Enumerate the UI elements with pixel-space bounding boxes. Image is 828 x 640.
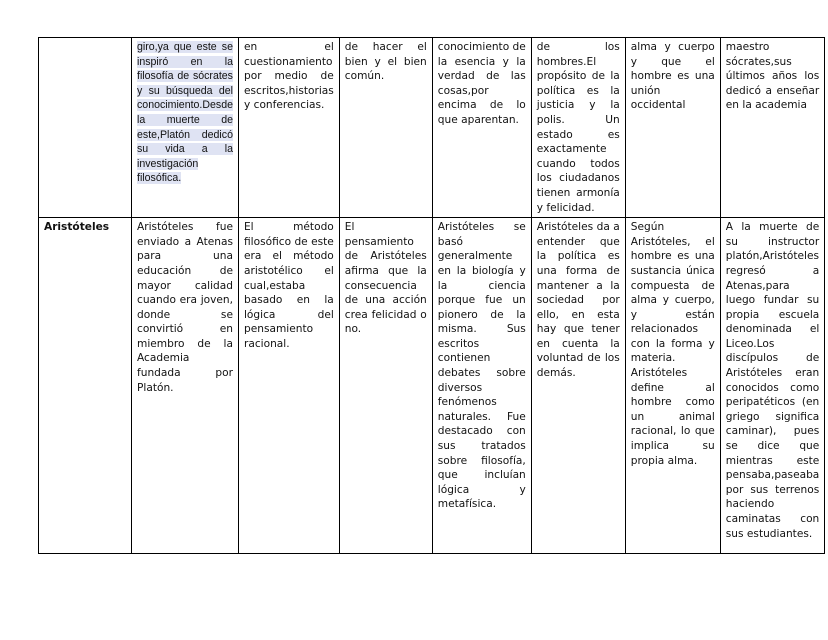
table-cell-man: alma y cuerpo y que el hombre es una unión occidental — [625, 38, 720, 218]
table-cell-knowledge: conocimiento de la esencia y la verdad de las cosas,por encima de lo que aparentan. — [432, 38, 531, 218]
philosopher-name-cell — [39, 38, 132, 218]
highlighted-text: giro,ya que este se inspiró en la filosofía de sócrates y su búsqueda del conocimiento.Desde la muerte de este,Platón dedicó su vida a la investigación filosófica. — [137, 41, 233, 185]
philosopher-name-cell: Aristóteles — [39, 218, 132, 554]
table-cell-history: Aristóteles fue enviado a Atenas para una educación de mayor calidad cuando era joven, donde se convirtió en miembro de la Academia fundada por Platón. — [132, 218, 239, 554]
table-row — [39, 38, 825, 218]
table-cell-method: El método filosófico de este era el método aristotélico el cual,estaba basado en la lógica del pensamiento racional. — [238, 218, 339, 554]
table-cell-politics: Aristóteles da a entender que la política es una forma de mantener a la sociedad por ello, en esta hay que tener en cuenta la voluntad de los demás. — [531, 218, 625, 554]
table-cell-legacy: A la muerte de su instructor platón,Aristóteles regresó a Atenas,para luego fundar su propia escuela denominada el Liceo.Los discípulos de Aristóteles eran conocidos como peripatéticos (en griego significa caminar), pues se dice que mientras este pensaba,paseaba por sus terrenos haciendo caminatas con sus estudiantes. — [720, 218, 825, 554]
table-cell-man: Según Aristóteles, el hombre es una sustancia única compuesta de alma y cuerpo, y están relacionados con la forma y materia. Aristóteles define al hombre como un animal racional, lo que implica su propia alma. — [625, 218, 720, 554]
table-cell-politics: de los hombres.El propósito de la política es la justicia y la polis. Un estado es exactamente cuando todos los ciudadanos tienen armonía y felicidad. — [531, 38, 625, 218]
table-cell-ethics: de hacer el bien y el bien común. — [339, 38, 432, 218]
table-cell-method: en el cuestionamiento por medio de escritos,historias y conferencias. — [238, 38, 339, 218]
table-cell-knowledge: Aristóteles se basó generalmente en la biología y la ciencia porque fue un pionero de la misma. Sus escritos contienen debates sobre diversos fenómenos naturales. Fue destacado con sus tratados sobre filosofía, que incluían lógica y metafísica. — [432, 218, 531, 554]
table-cell-legacy: maestro sócrates,sus últimos años los dedicó a enseñar en la academia — [720, 38, 825, 218]
philosophers-table — [38, 37, 825, 554]
table-cell-history — [132, 38, 239, 218]
table-row — [39, 218, 825, 554]
table-cell-ethics: El pensamiento de Aristóteles afirma que la consecuencia de una acción crea felicidad o no. — [339, 218, 432, 554]
